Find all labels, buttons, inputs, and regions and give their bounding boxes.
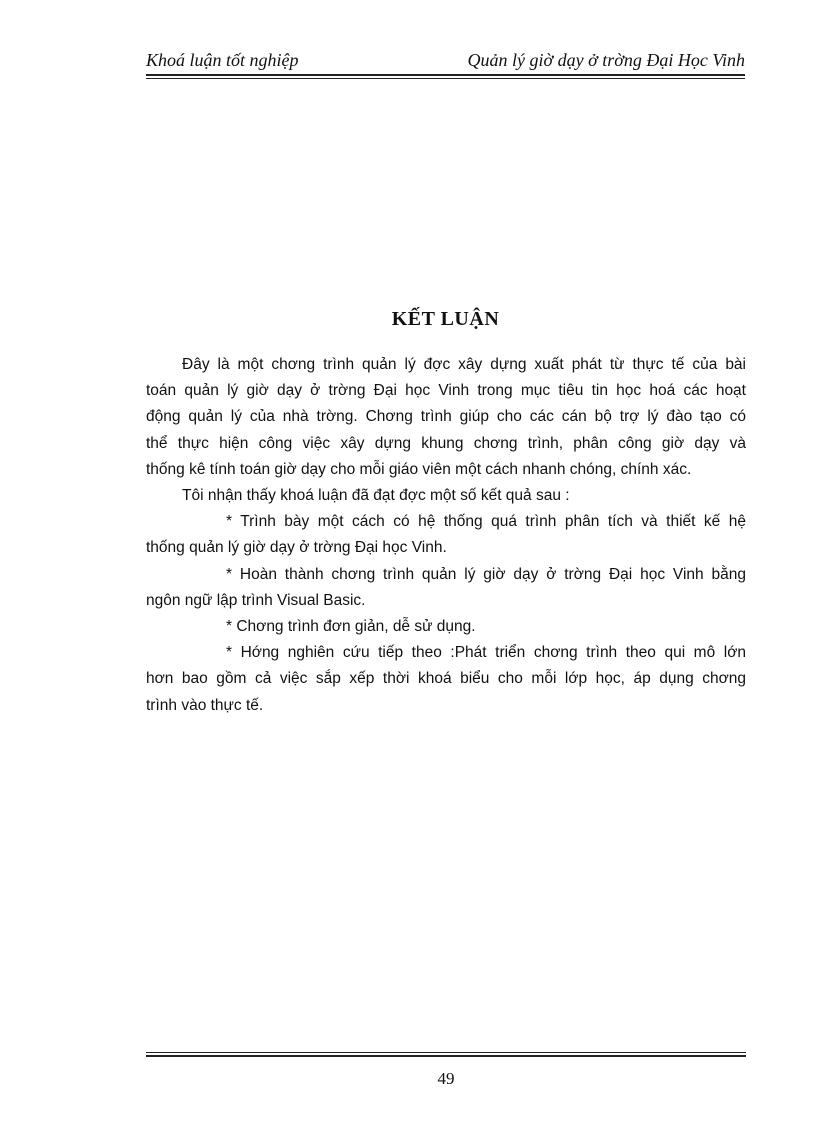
text-line: * Hớng nghiên cứu tiếp theo :Phát triển chơng trình theo qui mô lớn [226, 644, 746, 662]
body-text [146, 352, 746, 719]
section-title: KẾT LUẬN [391, 308, 500, 330]
list-item-3 [146, 614, 746, 640]
page-header [146, 48, 745, 80]
paragraph-results-intro [146, 483, 746, 509]
text-line: Đây là một chơng trình quản lý đợc xây dựng xuất phát từ thực tế của bài [182, 356, 746, 373]
header-right-text: Quản lý giờ dạy ở trờng Đại Học Vinh [467, 50, 745, 70]
text-line: ngôn ngữ lập trình Visual Basic. [146, 591, 366, 609]
text-line: toán quản lý giờ dạy ở trờng Đại học Vinh trong mục tiêu tin học hoá các hoạt [146, 382, 746, 400]
header-left-text: Khoá luận tốt nghiệp [146, 50, 299, 70]
text-line: * Trình bày một cách có hệ thống quá trình phân tích và thiết kế hệ [226, 513, 746, 531]
text-line: thống kê tính toán giờ dạy cho mỗi giáo viên một cách nhanh chóng, chính xác. [146, 460, 692, 478]
header-rule-thin [146, 78, 745, 79]
text-line: thống quản lý giờ dạy ở trờng Đại học Vinh. [146, 539, 447, 557]
list-item-1 [146, 509, 746, 561]
text-line: Tôi nhận thấy khoá luận đã đạt đợc một số kết quả sau : [182, 487, 570, 505]
list-item-2 [146, 562, 746, 614]
footer-rule [146, 1052, 746, 1057]
header-rule [146, 74, 745, 76]
text-line: * Chơng trình đơn giản, dễ sử dụng. [226, 618, 476, 636]
page-number: 49 [437, 1069, 455, 1088]
list-item-4 [146, 640, 746, 719]
text-line: hơn bao gồm cả việc sắp xếp thời khoá biểu cho mỗi lớp học, áp dụng chơng [146, 670, 746, 688]
text-line: * Hoàn thành chơng trình quản lý giờ dạy ở trờng Đại học Vinh bằng [226, 565, 746, 583]
text-line: động quản lý của nhà trờng. Chơng trình giúp cho các cán bộ trợ lý đào tạo có [146, 408, 746, 426]
paragraph-intro [146, 352, 746, 483]
text-line: thể thực hiện công việc xây dựng khung chơng trình, phân công giờ dạy và [146, 434, 746, 452]
text-line: trình vào thực tế. [146, 696, 264, 714]
